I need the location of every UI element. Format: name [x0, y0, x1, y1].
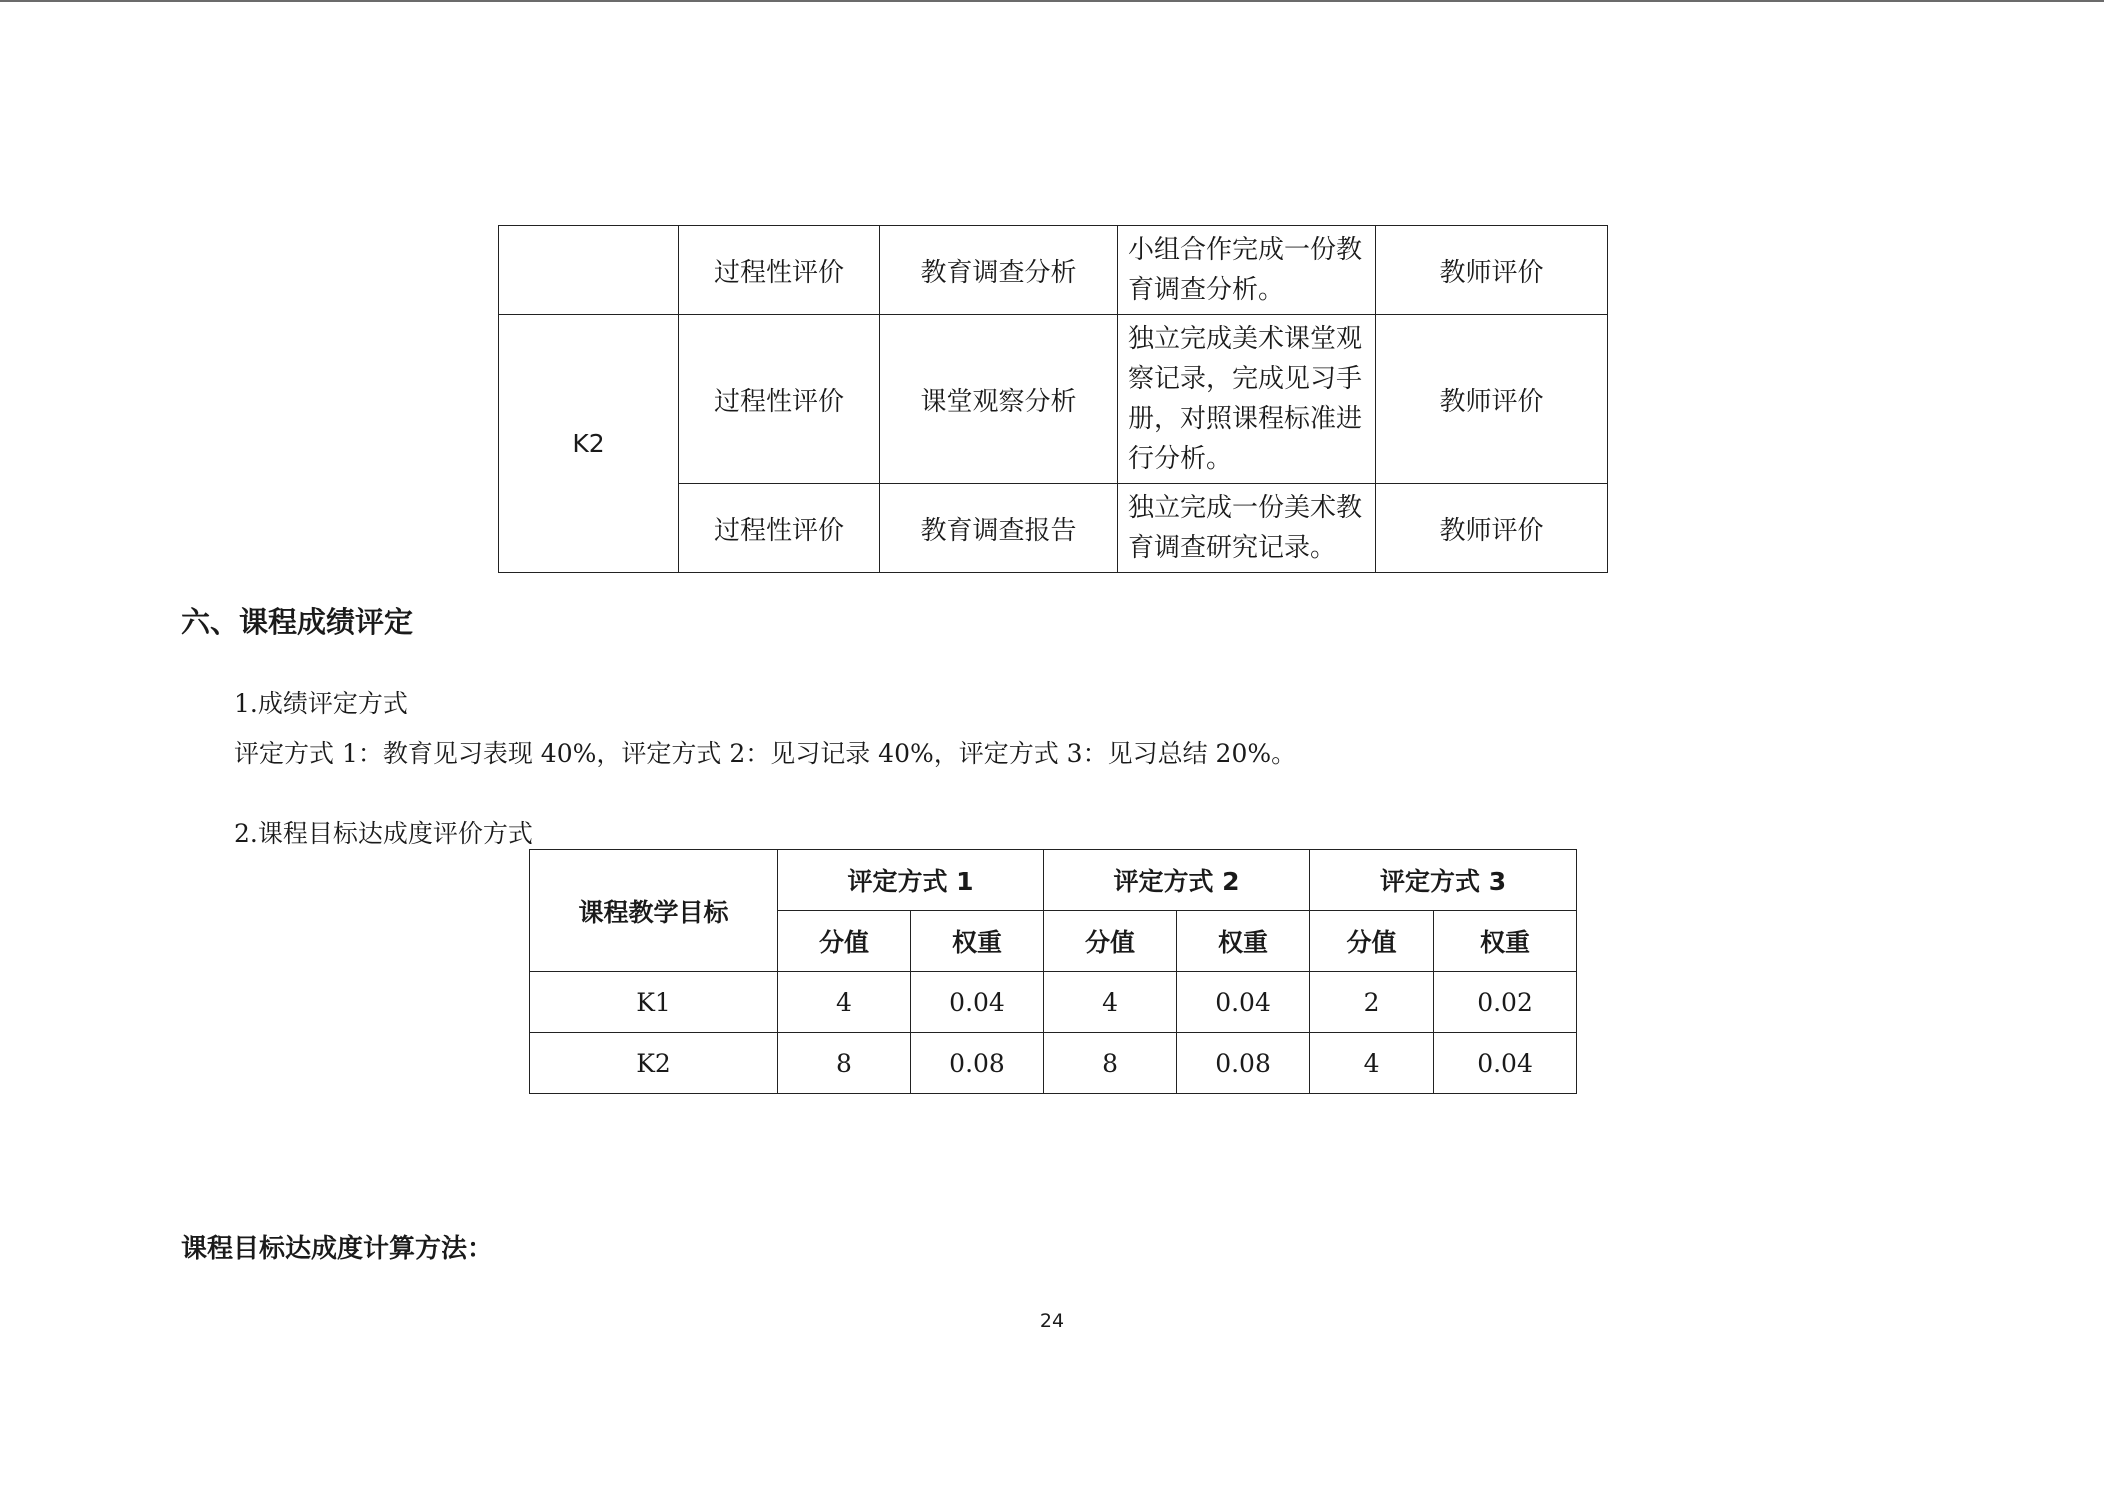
- score-cell: 8: [1044, 1033, 1177, 1094]
- weight-header: 权重: [1434, 911, 1577, 972]
- score-cell: 2: [1310, 972, 1434, 1033]
- weight-cell: 0.04: [911, 972, 1044, 1033]
- assessment-content-cell: 课堂观察分析: [880, 315, 1118, 484]
- weight-cell: 0.04: [1434, 1033, 1577, 1094]
- table-row: [530, 972, 1577, 1033]
- score-cell: 4: [778, 972, 911, 1033]
- goal-cell: K2: [530, 1033, 778, 1094]
- assessment-method-cell: 独立完成一份美术教育调查研究记录。: [1118, 484, 1376, 573]
- goal-cell: K2: [499, 315, 679, 573]
- table-row: [499, 315, 1608, 484]
- score-header: 分值: [1310, 911, 1434, 972]
- assessment-method-cell: 小组合作完成一份教育调查分析。: [1118, 226, 1376, 315]
- goal-cell: [499, 226, 679, 315]
- assessment-table: [498, 225, 1608, 573]
- section-heading: 六、课程成绩评定: [181, 605, 414, 639]
- table-header-row: [530, 850, 1577, 911]
- assessment-method-cell: 独立完成美术课堂观察记录，完成见习手册，对照课程标准进行分析。: [1118, 315, 1376, 484]
- weight-cell: 0.08: [911, 1033, 1044, 1094]
- method3-header: 评定方式 3: [1310, 850, 1577, 911]
- table-row: [530, 1033, 1577, 1094]
- weight-header: 权重: [911, 911, 1044, 972]
- goal-evaluation-subheading: 2.课程目标达成度评价方式: [234, 819, 533, 848]
- evaluator-cell: 教师评价: [1376, 226, 1608, 315]
- weight-cell: 0.04: [1177, 972, 1310, 1033]
- score-cell: 8: [778, 1033, 911, 1094]
- method2-header: 评定方式 2: [1044, 850, 1310, 911]
- goal-achievement-table: [529, 849, 1577, 1094]
- weight-header: 权重: [1177, 911, 1310, 972]
- weight-cell: 0.02: [1434, 972, 1577, 1033]
- assessment-content-cell: 教育调查报告: [880, 484, 1118, 573]
- assessment-content-cell: 教育调查分析: [880, 226, 1118, 315]
- goal-column-header: 课程教学目标: [530, 850, 778, 972]
- grading-method-subheading: 1.成绩评定方式: [234, 689, 408, 718]
- goal-cell: K1: [530, 972, 778, 1033]
- assessment-type-cell: 过程性评价: [679, 226, 880, 315]
- method1-header: 评定方式 1: [778, 850, 1044, 911]
- weight-cell: 0.08: [1177, 1033, 1310, 1094]
- evaluator-cell: 教师评价: [1376, 484, 1608, 573]
- assessment-type-cell: 过程性评价: [679, 315, 880, 484]
- assessment-type-cell: 过程性评价: [679, 484, 880, 573]
- evaluator-cell: 教师评价: [1376, 315, 1608, 484]
- grading-method-text: 评定方式 1：教育见习表现 40%，评定方式 2：见习记录 40%，评定方式 3：见习总结 20%。: [234, 739, 1297, 768]
- table-row: [499, 226, 1608, 315]
- page-number: 24: [1039, 1310, 1065, 1332]
- calculation-method-heading: 课程目标达成度计算方法：: [181, 1234, 494, 1264]
- score-cell: 4: [1310, 1033, 1434, 1094]
- score-cell: 4: [1044, 972, 1177, 1033]
- score-header: 分值: [778, 911, 911, 972]
- score-header: 分值: [1044, 911, 1177, 972]
- top-border-rule: [0, 0, 2104, 2]
